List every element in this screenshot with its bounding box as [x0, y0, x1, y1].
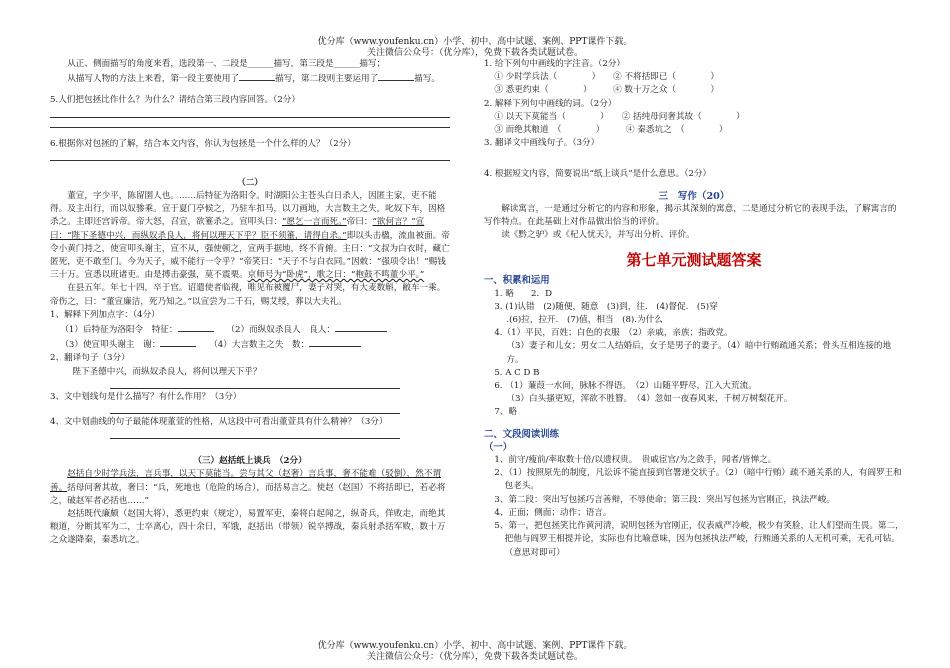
description-question-line-2: 从描写人物的方法上来看，第一段主要使用了 描写，第二段则主要运用了 描写。	[50, 71, 450, 86]
section-2-passage-2: 在县五年。年七十四，卒于官。诏遣使者临视，唯见布被覆尸，妻子对哭，有大麦数斛，敝车一乘。帝伤之，曰：“董宣廉洁，死乃知之。”以宣尝为二千石，赐艾绶，葬以大夫礼。	[50, 283, 446, 307]
writing-prompt-2: 读《黔之驴》或《杞人忧天》，并写出分析、评价。	[501, 230, 695, 241]
answer-blank[interactable]	[160, 337, 196, 347]
page-header	[0, 37, 950, 59]
answer-4: 4.（1）平民，百姓；白色的衣服 （2）亲戚，亲族；指政党。	[494, 328, 733, 339]
answers-section-1-heading: 一、积累和运用	[484, 275, 550, 287]
right-question-4: 4. 根据短文内容，简要说出“纸上谈兵”是什么意思。（2分）	[484, 169, 712, 180]
answer-line[interactable]	[110, 387, 400, 389]
answer-line[interactable]	[50, 126, 450, 128]
sec2-question-2-sentence: 陛下圣德中兴，而纵奴杀良人，将何以理天下乎？	[72, 366, 262, 377]
answer-b2: 2、（1）按照原先的制度，凡讼诉不能直接到官署递交状子。（2）（暗中行贿）疏不通关系的人，有阎罗王和包老头。	[494, 468, 902, 492]
description-question-line-1: 从正、侧面描写的角度来看，选段第一、二段是______描写，第三段是______描写；	[67, 59, 386, 69]
answer-b5: 5、第一，把包拯笑比作黄河清，说明包拯为官刚正，仪表威严冷峻，极少有笑脸，让人们望而生畏。第二，把他与阎罗王相提并论，实际也有比喻意味，因为包拯执法严峻，行贿通关系的人无机可乘，无孔可钻。（意思对即可）	[494, 521, 904, 558]
sec2-question-2: 2、翻译句子（3分）	[50, 353, 130, 364]
answer-b3: 3、第二段：突出写包拯巧言善辩，不辱使命；第三段：突出写包拯为官刚正，执法严峻。	[494, 494, 835, 505]
right-question-1: 1. 给下列句中画线的字注音。（2分）	[484, 59, 626, 69]
right-question-3: 3. 翻译文中画线句子。（3分）	[484, 138, 600, 149]
section-3-passage-2: 赵括既代廉颇（赵国大将），悉更约束（规定），易置军吏，秦将白起闻之，纵奇兵，佯败走，而绝其粮道，分断其军为二，士卒离心，四十余日，军饿，赵括出（带领）锐卒搏战，秦兵射杀括军败，数十万之众遂降秦，秦悉坑之。	[50, 509, 446, 546]
sec2-question-3: 3、文中划线句是什么描写？有什么作用？（3分）	[50, 391, 242, 402]
answer-blank[interactable]	[335, 322, 387, 332]
footer-line-1: 优分库（www.youfenku.cn）小学、初中、高中试题、案例、PPT课件下载。	[317, 641, 633, 651]
left-column	[50, 58, 450, 548]
right-question-2: 2. 解释下列句中画线的词。（2分）	[484, 98, 617, 109]
answer-blank[interactable]	[178, 322, 214, 332]
answer-6-cont: （3）白头搔更短，浑欲不胜簪。 （4）忽如一夜春风来，千树万树梨花开。	[506, 394, 793, 405]
answers-title: 第七单元测试题答案	[626, 251, 762, 270]
writing-section-title: 三 写作（20）	[658, 190, 730, 202]
page-footer	[0, 641, 950, 663]
sec2-question-1-row-2: （3）使宣叩头谢主 谢： （4）大言数主之失 数：	[50, 337, 450, 352]
answer-3-cont: .(6)拉，拉开. (7)值，相当 (8).为什么	[506, 315, 663, 326]
footer-line-2: 关注微信公众号：（优分库），免费下载各类试题试卷。	[366, 652, 583, 662]
answer-7: 7、略	[494, 407, 517, 418]
writing-prompt-1: 解读寓言，一是通过分析它的内容和形象，揭示其深刻的寓意，二是通过分析它的表现手法，了解寓言的写作特点。在此基础上对作品做出恰当的评价。	[484, 203, 897, 228]
answers-subsection-1: （一）	[484, 441, 513, 453]
section-2-title: （二）	[237, 177, 263, 188]
answer-1-2: 1. 略 2．D	[494, 288, 552, 299]
answers-section-2-heading: 二、文段阅读训练	[484, 428, 560, 440]
section-3-title: （三）赵括纸上谈兵 （2分）	[193, 456, 307, 467]
answer-4-cont: （3）妻子和儿女；男女二人结婚后，女子是男子的妻子。（4）暗中行贿疏通关系；骨头互相连接的地方。	[506, 341, 892, 365]
answer-line[interactable]	[110, 437, 400, 439]
answer-b1: 1、前守/瘦前/率取数十倍/以遗权贵。 贵戚宦官/为之敛手，闻者/皆惮之。	[494, 455, 777, 466]
question-6: 6.根据你对包拯的了解，结合本文内容，你认为包拯是一个什么样的人？（2分）	[50, 138, 356, 149]
answer-line[interactable]	[110, 412, 400, 414]
sec2-question-4: 4、文中划曲线的句子最能体现董萱的性格，从这段中可看出董萱具有什么精神？（3分）	[50, 417, 388, 428]
answer-line[interactable]	[50, 159, 450, 161]
answer-6: 6. （1）蒹葭一水间，脉脉不得语。 （2）山随平野尽，江入大荒流。	[494, 381, 757, 392]
header-line-2: 关注微信公众号：（优分库），免费下载各类试题试卷。	[366, 48, 583, 58]
sec2-question-1: 1、解释下列加点字：（4分）	[50, 309, 160, 320]
right-question-1-row-2: ③ 悉更约束（ ） ④ 数十万之众（ ）	[494, 85, 719, 96]
sec2-question-1-row-1: （1）后特征为洛阳令 特征： （2）而纵奴杀良人 良人：	[50, 322, 450, 337]
right-column	[484, 58, 904, 560]
header-line-1: 优分库（www.youfenku.cn）小学、初中、高中试题、案例、PPT课件下载。	[317, 37, 633, 47]
answer-blank[interactable]	[309, 337, 361, 347]
answer-5: 5. A C D B	[494, 367, 540, 378]
answer-blank[interactable]	[378, 71, 414, 81]
answer-line[interactable]	[50, 116, 450, 118]
section-2-passage-1: 董宣，字少平，陈留圉人也。……后特征为洛阳令。时湖阳公主苍头白日杀人，因匿主家，吏不能得。及主出行，而以奴骖乘。宣于夏门亭候之，乃驻车扣马，以刀画地，大言数主之失，叱奴下车，因格杀之。主即还宫诉帝。帝大怒，召宣，欲箠杀之。宣叩头曰：“愿乞一言而死。”帝曰：“欲何言？”宣曰：“陛下圣德中兴，而纵奴杀良人，将何以理天下乎？臣不须箠，请得自杀。”即以头击楹，流血被面。帝令小黄门持之，使宣叩头谢主，宣不从，强使顿之，宣两手据地，终不肯俯。主曰：“文叔为白衣时，藏亡匿死，吏不敢至门。今为天子，威不能行一令乎？”帝笑曰：“天子不与白衣同。”因敕：“强项令出！”赐钱三十万。宣悉以班诸吏。由是搏击豪强，莫不震栗。京师号为“卧虎”，歌之曰：“枹鼓不鸣董少平。”	[50, 191, 450, 281]
question-5: 5.人们把包拯比作什么？为什么？请结合第三段内容回答。（2分）	[50, 95, 300, 106]
answer-3: 3. (1)认错 (2)随便，随意 (3)到，往. (4)督促. (5)穿	[494, 301, 718, 312]
answer-b4: 4、正面；侧面；动作；语言。	[494, 507, 612, 518]
answer-blank[interactable]	[239, 71, 275, 81]
right-question-1-row-1: ① 少时学兵法（ ） ② 不将括即已（ ）	[494, 72, 719, 83]
right-question-2-row-1: ① 以天下莫能当（ ） ② 括纯母问奢其故（ ）	[494, 111, 745, 122]
section-3-passage-1: 赵括自少时学兵法，言兵事，以天下莫能当。尝与其父（赵奢）言兵事，奢不能难（驳倒），然不谓善。括母问奢其故，奢曰：“兵，死地也（危险的场合），而括易言之。使赵（赵国）不将括即已，若必将之，破赵军者必括也……”	[50, 469, 446, 506]
right-question-2-row-2: ③ 而绝其粮道 （ ） ④ 秦悉坑之 （ ）	[494, 125, 728, 136]
